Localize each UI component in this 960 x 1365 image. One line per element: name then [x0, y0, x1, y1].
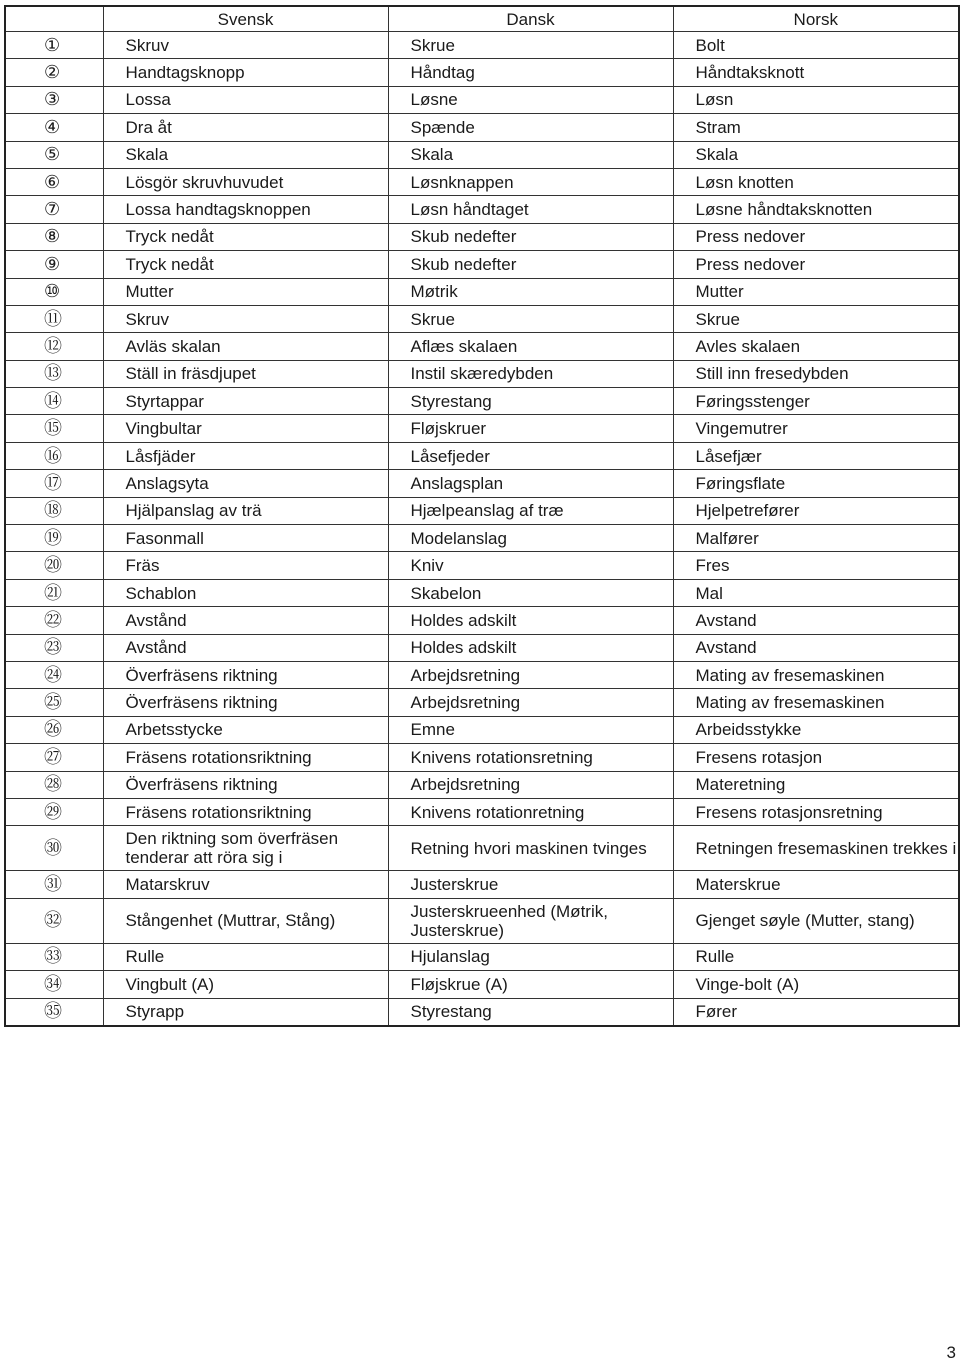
norwegian-term: Bolt: [673, 32, 959, 59]
danish-term: Emne: [388, 716, 673, 743]
item-number: ⑨: [5, 251, 103, 278]
norwegian-term: Låsefjær: [673, 442, 959, 469]
table-row: [5, 86, 959, 113]
table-row: [5, 360, 959, 387]
danish-term: Arbejdsretning: [388, 661, 673, 688]
swedish-term: Överfräsens riktning: [103, 771, 388, 798]
table-row: [5, 661, 959, 688]
item-number: ④: [5, 114, 103, 141]
norwegian-term: Vingemutrer: [673, 415, 959, 442]
table-row: [5, 826, 959, 871]
header-danish: Dansk: [388, 6, 673, 32]
danish-term: Møtrik: [388, 278, 673, 305]
table-row: [5, 552, 959, 579]
swedish-term: Låsfjäder: [103, 442, 388, 469]
header-row: [5, 6, 959, 32]
item-number: ⑭: [5, 388, 103, 415]
danish-term: Arbejdsretning: [388, 771, 673, 798]
swedish-term: Handtagsknopp: [103, 59, 388, 86]
danish-term: Aflæs skalaen: [388, 333, 673, 360]
item-number: ㉟: [5, 998, 103, 1026]
swedish-term: Ställ in fräsdjupet: [103, 360, 388, 387]
table-body: [5, 32, 959, 1026]
item-number: ㉘: [5, 771, 103, 798]
table-row: [5, 415, 959, 442]
table-row: [5, 470, 959, 497]
swedish-term: Styrtappar: [103, 388, 388, 415]
swedish-term: Vingbult (A): [103, 971, 388, 998]
item-number: ⑧: [5, 223, 103, 250]
norwegian-term: Avstand: [673, 634, 959, 661]
norwegian-term: Løsn: [673, 86, 959, 113]
swedish-term: Anslagsyta: [103, 470, 388, 497]
item-number: ㉔: [5, 661, 103, 688]
norwegian-term: Retningen fresemaskinen trekkes i: [673, 826, 959, 871]
norwegian-term: Håndtaksknott: [673, 59, 959, 86]
danish-term: Retning hvori maskinen tvinges: [388, 826, 673, 871]
item-number: ㉛: [5, 871, 103, 898]
table-row: [5, 689, 959, 716]
table-row: [5, 943, 959, 970]
danish-term: Skrue: [388, 32, 673, 59]
item-number: ㉗: [5, 744, 103, 771]
norwegian-term: Fører: [673, 998, 959, 1026]
table-row: [5, 716, 959, 743]
norwegian-term: Press nedover: [673, 251, 959, 278]
swedish-term: Fasonmall: [103, 525, 388, 552]
swedish-term: Lossa: [103, 86, 388, 113]
norwegian-term: Føringsflate: [673, 470, 959, 497]
danish-term: Styrestang: [388, 388, 673, 415]
norwegian-term: Mal: [673, 579, 959, 606]
danish-term: Holdes adskilt: [388, 634, 673, 661]
header-swedish: Svensk: [103, 6, 388, 32]
norwegian-term: Still inn fresedybden: [673, 360, 959, 387]
norwegian-term: Rulle: [673, 943, 959, 970]
swedish-term: Avläs skalan: [103, 333, 388, 360]
swedish-term: Hjälpanslag av trä: [103, 497, 388, 524]
item-number: ⑬: [5, 360, 103, 387]
item-number: ㉑: [5, 579, 103, 606]
swedish-term: Skruv: [103, 32, 388, 59]
swedish-term: Lossa handtagsknoppen: [103, 196, 388, 223]
table-row: [5, 32, 959, 59]
table-row: [5, 442, 959, 469]
item-number: ⑲: [5, 525, 103, 552]
swedish-term: Lösgör skruvhuvudet: [103, 168, 388, 195]
item-number: ㉜: [5, 898, 103, 943]
danish-term: Knivens rotationsretning: [388, 744, 673, 771]
norwegian-term: Fresens rotasjonsretning: [673, 798, 959, 825]
table-row: [5, 798, 959, 825]
swedish-term: Mutter: [103, 278, 388, 305]
header-norwegian: Norsk: [673, 6, 959, 32]
item-number: ⑱: [5, 497, 103, 524]
item-number: ㉚: [5, 826, 103, 871]
swedish-term: Avstånd: [103, 607, 388, 634]
page-number: 3: [946, 1343, 956, 1362]
item-number: ⑳: [5, 552, 103, 579]
swedish-term: Tryck nedåt: [103, 251, 388, 278]
danish-term: Modelanslag: [388, 525, 673, 552]
item-number: ①: [5, 32, 103, 59]
item-number: ⑰: [5, 470, 103, 497]
norwegian-term: Løsn knotten: [673, 168, 959, 195]
danish-term: Skala: [388, 141, 673, 168]
danish-term: Arbejdsretning: [388, 689, 673, 716]
table-row: [5, 114, 959, 141]
norwegian-term: Avstand: [673, 607, 959, 634]
norwegian-term: Mating av fresemaskinen: [673, 689, 959, 716]
table-row: [5, 59, 959, 86]
table-row: [5, 497, 959, 524]
item-number: ⑯: [5, 442, 103, 469]
norwegian-term: Vinge-bolt (A): [673, 971, 959, 998]
norwegian-term: Avles skalaen: [673, 333, 959, 360]
danish-term: Justerskrue: [388, 871, 673, 898]
danish-term: Instil skæredybden: [388, 360, 673, 387]
danish-term: Fløjskruer: [388, 415, 673, 442]
norwegian-term: Føringsstenger: [673, 388, 959, 415]
swedish-term: Skruv: [103, 305, 388, 332]
danish-term: Hjælpeanslag af træ: [388, 497, 673, 524]
danish-term: Låsefjeder: [388, 442, 673, 469]
danish-term: Løsne: [388, 86, 673, 113]
swedish-term: Dra åt: [103, 114, 388, 141]
table-row: [5, 525, 959, 552]
swedish-term: Den riktning som överfräsen tenderar att röra sig i: [103, 826, 388, 871]
norwegian-term: Mating av fresemaskinen: [673, 661, 959, 688]
swedish-term: Stångenhet (Muttrar, Stång): [103, 898, 388, 943]
norwegian-term: Fresens rotasjon: [673, 744, 959, 771]
table-row: [5, 998, 959, 1026]
norwegian-term: Skrue: [673, 305, 959, 332]
swedish-term: Matarskruv: [103, 871, 388, 898]
swedish-term: Överfräsens riktning: [103, 661, 388, 688]
danish-term: Holdes adskilt: [388, 607, 673, 634]
danish-term: Skub nedefter: [388, 251, 673, 278]
danish-term: Anslagsplan: [388, 470, 673, 497]
item-number: ②: [5, 59, 103, 86]
norwegian-term: Press nedover: [673, 223, 959, 250]
norwegian-term: Stram: [673, 114, 959, 141]
item-number: ㉓: [5, 634, 103, 661]
item-number: ⑦: [5, 196, 103, 223]
item-number: ⑤: [5, 141, 103, 168]
danish-term: Løsn håndtaget: [388, 196, 673, 223]
danish-term: Knivens rotationretning: [388, 798, 673, 825]
item-number: ⑮: [5, 415, 103, 442]
translation-table: [4, 5, 960, 1027]
item-number: ㉙: [5, 798, 103, 825]
table-row: [5, 141, 959, 168]
danish-term: Skabelon: [388, 579, 673, 606]
swedish-term: Fräsens rotationsriktning: [103, 744, 388, 771]
swedish-term: Arbetsstycke: [103, 716, 388, 743]
norwegian-term: Gjenget søyle (Mutter, stang): [673, 898, 959, 943]
danish-term: Løsnknappen: [388, 168, 673, 195]
norwegian-term: Skala: [673, 141, 959, 168]
norwegian-term: Fres: [673, 552, 959, 579]
swedish-term: Schablon: [103, 579, 388, 606]
swedish-term: Fräs: [103, 552, 388, 579]
norwegian-term: Mutter: [673, 278, 959, 305]
table-row: [5, 898, 959, 943]
swedish-term: Vingbultar: [103, 415, 388, 442]
table-row: [5, 971, 959, 998]
table-row: [5, 634, 959, 661]
danish-term: Fløjskrue (A): [388, 971, 673, 998]
item-number: ㉖: [5, 716, 103, 743]
norwegian-term: Løsne håndtaksknotten: [673, 196, 959, 223]
swedish-term: Skala: [103, 141, 388, 168]
item-number: ⑪: [5, 305, 103, 332]
table-row: [5, 278, 959, 305]
item-number: ㉝: [5, 943, 103, 970]
item-number: ㉒: [5, 607, 103, 634]
swedish-term: Överfräsens riktning: [103, 689, 388, 716]
item-number: ⑫: [5, 333, 103, 360]
item-number: ③: [5, 86, 103, 113]
swedish-term: Avstånd: [103, 634, 388, 661]
norwegian-term: Materetning: [673, 771, 959, 798]
swedish-term: Fräsens rotationsriktning: [103, 798, 388, 825]
norwegian-term: Malfører: [673, 525, 959, 552]
table-row: [5, 196, 959, 223]
danish-term: Spænde: [388, 114, 673, 141]
table-row: [5, 223, 959, 250]
danish-term: Kniv: [388, 552, 673, 579]
danish-term: Hjulanslag: [388, 943, 673, 970]
danish-term: Skub nedefter: [388, 223, 673, 250]
table-row: [5, 388, 959, 415]
danish-term: Justerskrueenhed (Møtrik, Justerskrue): [388, 898, 673, 943]
table-row: [5, 333, 959, 360]
table-row: [5, 744, 959, 771]
table-row: [5, 871, 959, 898]
norwegian-term: Materskrue: [673, 871, 959, 898]
item-number: ⑥: [5, 168, 103, 195]
table-row: [5, 305, 959, 332]
norwegian-term: Hjelpetrefører: [673, 497, 959, 524]
table-row: [5, 579, 959, 606]
swedish-term: Styrapp: [103, 998, 388, 1026]
swedish-term: Rulle: [103, 943, 388, 970]
table-row: [5, 168, 959, 195]
header-number: [5, 6, 103, 32]
danish-term: Skrue: [388, 305, 673, 332]
swedish-term: Tryck nedåt: [103, 223, 388, 250]
danish-term: Håndtag: [388, 59, 673, 86]
danish-term: Styrestang: [388, 998, 673, 1026]
table-row: [5, 771, 959, 798]
table-row: [5, 251, 959, 278]
item-number: ㉞: [5, 971, 103, 998]
item-number: ⑩: [5, 278, 103, 305]
table-row: [5, 607, 959, 634]
item-number: ㉕: [5, 689, 103, 716]
norwegian-term: Arbeidsstykke: [673, 716, 959, 743]
